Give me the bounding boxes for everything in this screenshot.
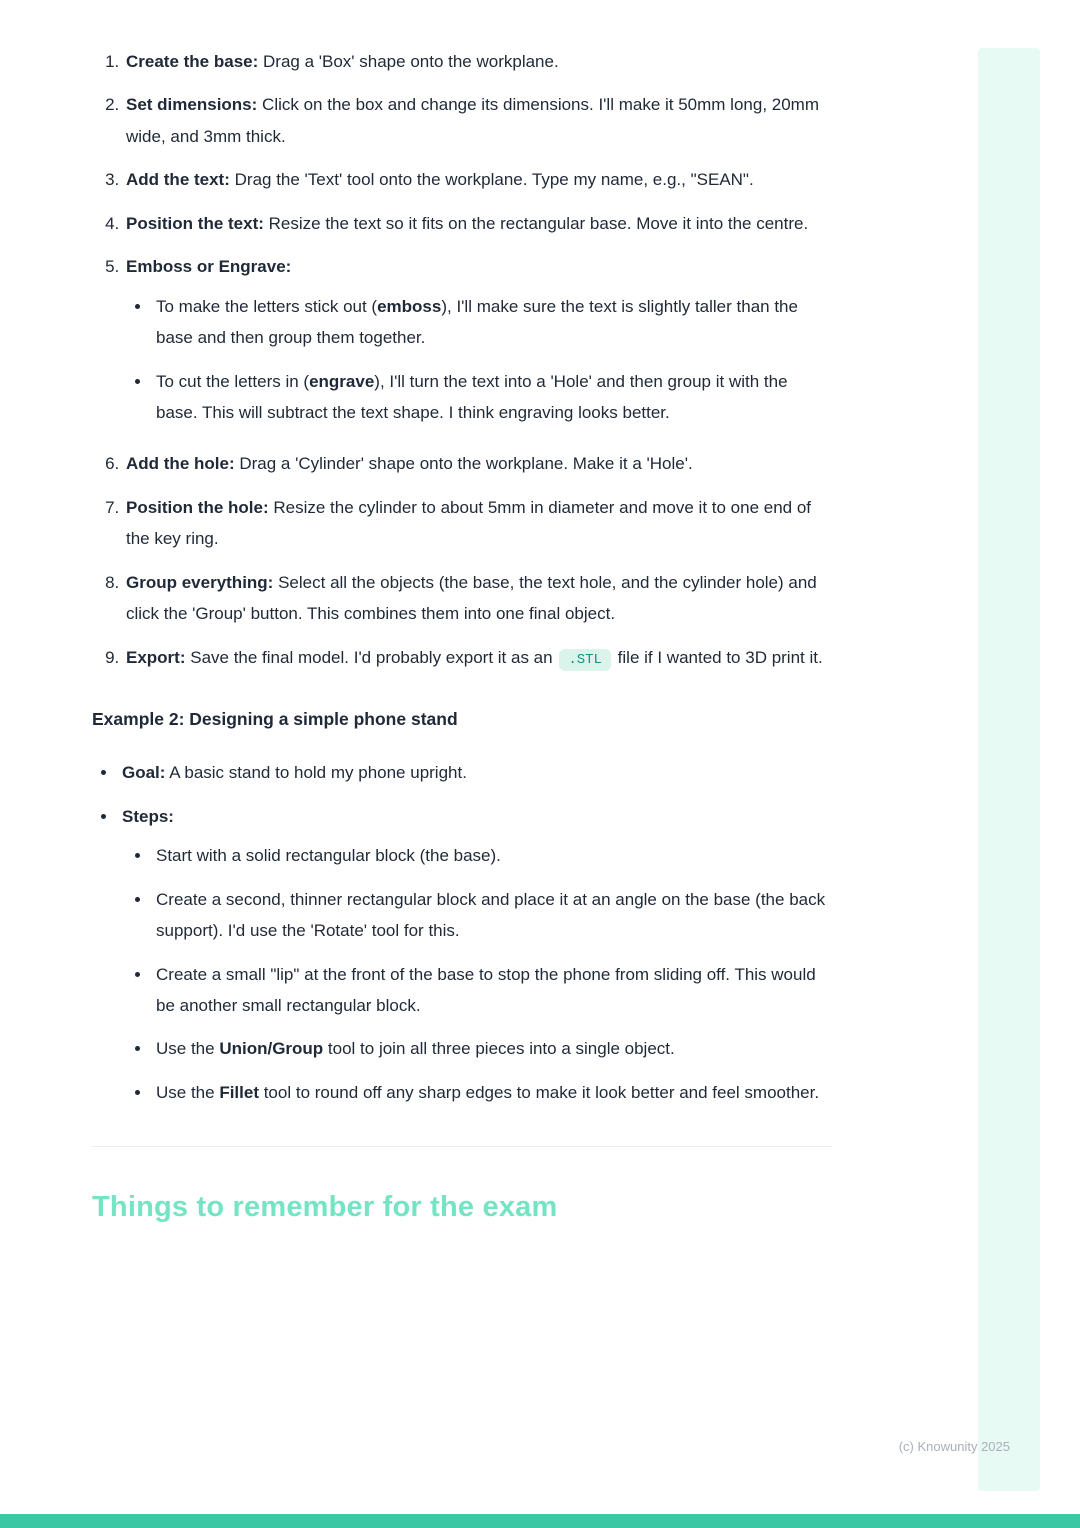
step-lead: Position the text: — [126, 213, 264, 233]
option-text: To make the letters stick out ( — [156, 296, 378, 316]
list-item — [124, 164, 832, 195]
step-lead: Add the hole: — [126, 454, 235, 474]
step-text: file if I wanted to 3D print it. — [617, 647, 823, 667]
stl-file-chip: .STL — [559, 649, 611, 672]
page-edge-strip — [978, 48, 1040, 1491]
brand-bottom-bar — [0, 1514, 1080, 1528]
document-content — [92, 46, 832, 1235]
step-text: Drag the 'Text' tool onto the workplane. Type my name, e.g., "SEAN". — [234, 170, 754, 190]
substep-text: tool to round off any sharp edges to make it look better and feel smoother. — [258, 1082, 820, 1102]
step-lead: Emboss or Engrave: — [126, 257, 292, 277]
step-lead: Position the hole: — [126, 497, 269, 517]
list-item — [152, 291, 832, 354]
step-lead: Set dimensions: — [126, 95, 258, 115]
step-text: Click on the box and change its dimensions. I'll make it 50mm long, 20mm wide, and 3mm thick. — [126, 95, 819, 146]
list-item — [152, 840, 832, 871]
copyright-footer: (c) Knowunity 2025 — [898, 1439, 1010, 1454]
list-item — [124, 448, 832, 479]
substep-bold: Fillet — [219, 1082, 259, 1102]
step-lead: Export: — [126, 647, 186, 667]
steps-lead: Steps: — [122, 806, 174, 826]
option-bold: emboss — [377, 296, 442, 316]
exam-section-heading: Things to remember for the exam — [92, 1191, 558, 1224]
option-bold: engrave — [309, 371, 375, 391]
option-text: ), I'll turn the text into a 'Hole' and then group it with the base. This will subtract the text shape. I think engraving looks better. — [156, 371, 788, 422]
substep-text: Create a second, thinner rectangular block and place it at an angle on the base (the back support). I'd use the 'Rotate' tool for this. — [156, 889, 826, 941]
list-item — [124, 46, 832, 77]
list-item — [124, 492, 832, 555]
list-item — [124, 208, 832, 239]
list-item — [118, 757, 832, 788]
list-item — [152, 366, 832, 429]
step-text: Resize the cylinder to about 5mm in diameter and move it to one end of the key ring. — [126, 497, 812, 549]
list-item — [124, 251, 832, 428]
substep-text: Use the — [156, 1082, 220, 1102]
list-item — [124, 89, 832, 152]
list-item — [152, 1077, 832, 1108]
step-text: Drag a 'Box' shape onto the workplane. — [263, 52, 559, 71]
phone-stand-substeps — [122, 840, 832, 1108]
option-text: To cut the letters in ( — [156, 371, 310, 391]
substep-text: tool to join all three pieces into a single object. — [323, 1039, 675, 1059]
substep-bold: Union/Group — [219, 1039, 324, 1059]
step-lead: Group everything: — [126, 572, 274, 592]
list-item — [118, 801, 832, 1109]
keychain-steps-list — [92, 46, 832, 673]
emboss-engrave-options — [126, 291, 832, 429]
substep-text: Use the — [156, 1039, 220, 1059]
step-lead: Add the text: — [126, 170, 230, 190]
list-item — [152, 959, 832, 1022]
list-item — [124, 642, 832, 673]
example2-heading: Example 2: Designing a simple phone stand — [92, 709, 458, 729]
goal-lead: Goal: — [122, 763, 166, 783]
step-lead: Create the base: — [126, 52, 259, 71]
list-item — [124, 567, 832, 630]
substep-text: Create a small "lip" at the front of the base to stop the phone from sliding off. This would be another small rectangular block. — [156, 964, 816, 1015]
step-text: Drag a 'Cylinder' shape onto the workplane. Make it a 'Hole'. — [239, 454, 693, 474]
list-item — [152, 1033, 832, 1064]
goal-text: A basic stand to hold my phone upright. — [169, 763, 467, 783]
step-text: Resize the text so it fits on the rectangular base. Move it into the centre. — [268, 213, 809, 233]
step-text: Select all the objects (the base, the text hole, and the cylinder hole) and click the 'Group' button. This combines them into one final object. — [126, 572, 817, 624]
list-item — [152, 884, 832, 947]
step-text: Save the final model. I'd probably export it as an — [190, 647, 553, 667]
phone-stand-list — [92, 757, 832, 1108]
option-text: ), I'll make sure the text is slightly taller than the base and then group them together. — [156, 296, 798, 348]
substep-text: Start with a solid rectangular block (the base). — [156, 846, 501, 866]
section-divider — [92, 1146, 832, 1147]
